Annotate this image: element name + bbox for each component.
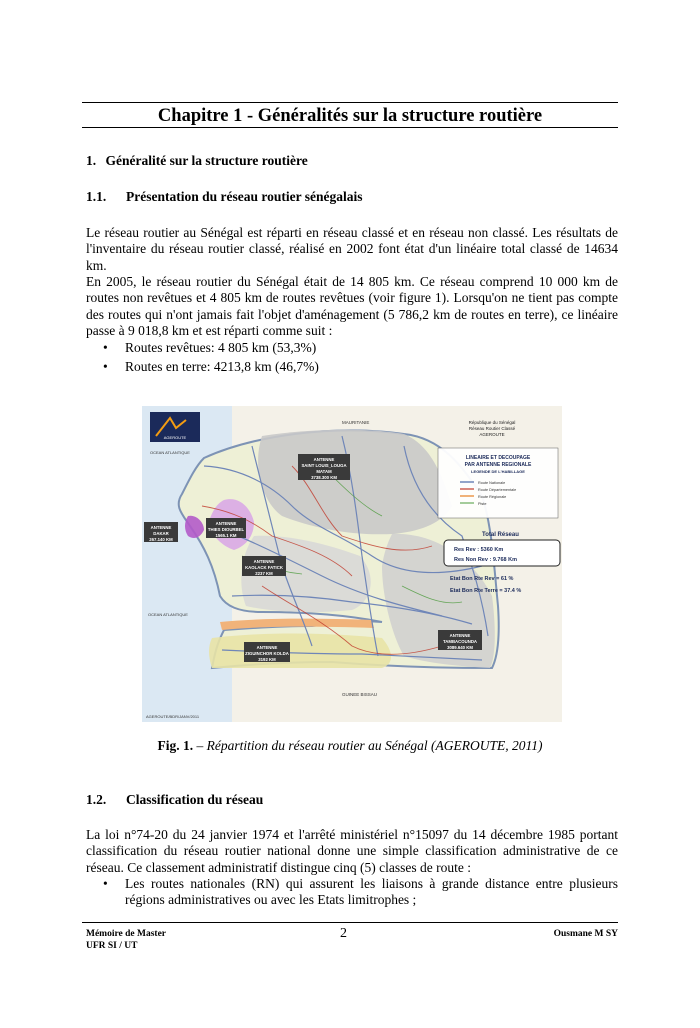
section-1-2-title: Classification du réseau <box>126 792 264 807</box>
svg-text:Route Nationale: Route Nationale <box>478 481 506 485</box>
footer-author: Ousmane M SY <box>553 929 618 939</box>
svg-text:KAOLACK FATICK: KAOLACK FATICK <box>245 565 283 570</box>
section-1-heading <box>86 153 308 169</box>
svg-text:PAR ANTENNE REGIONALE: PAR ANTENNE REGIONALE <box>464 462 532 468</box>
svg-text:AGEROUTE: AGEROUTE <box>479 432 505 437</box>
svg-text:THIES DIOURBEL: THIES DIOURBEL <box>207 527 245 532</box>
svg-text:2237 KM: 2237 KM <box>255 571 273 576</box>
svg-text:3192 KM: 3192 KM <box>258 657 276 662</box>
footer-left-line-2: UFR SI / UT <box>86 941 138 951</box>
section-1-2-number: 1.2. <box>86 792 107 807</box>
section-1-1-title: Présentation du réseau routier sénégalais <box>126 189 363 204</box>
svg-text:ANTENNE: ANTENNE <box>253 559 275 564</box>
list-item: • Routes en terre: 4213,8 km (46,7%) <box>103 359 319 374</box>
svg-text:Piste: Piste <box>478 502 487 506</box>
svg-text:Etat Bon Rte Rev = 61 %: Etat Bon Rte Rev = 61 % <box>450 576 514 582</box>
svg-text:3089.640 KM: 3089.640 KM <box>447 645 473 650</box>
footer-rule <box>82 922 618 923</box>
section-1-1-heading <box>86 189 362 205</box>
footer-left-line-1: Mémoire de Master <box>86 929 167 939</box>
svg-text:SAINT LOUIS_LOUGA: SAINT LOUIS_LOUGA <box>301 463 347 468</box>
svg-text:ANTENNE: ANTENNE <box>150 525 172 530</box>
svg-text:ANTENNE: ANTENNE <box>449 633 471 638</box>
map-credit: AGEROUTE/BDR/JANV/2011 <box>146 714 200 719</box>
figure-caption <box>82 738 618 754</box>
paragraph-2: En 2005, le réseau routier du Sénégal était de 14 805 km. Ce réseau comprend 10 000 km de routes non revêtues et 4 805 km de routes revêtues (voir figure 1). Lorsqu'on ne tient pas compte des routes qui n'ont jamais fait l'objet d'aménagement (5 786,2 km de routes en terre), ce linéaire passe à 9 018,8 km et est réparti comme suit : <box>86 274 618 338</box>
guinee-bissau-label: GUINEE BISSAU <box>342 692 378 697</box>
total-network-title: Total Réseau <box>482 532 519 538</box>
title-underline <box>82 127 618 128</box>
section-1-number: 1. <box>86 153 97 168</box>
svg-text:ANTENNE: ANTENNE <box>313 457 335 462</box>
svg-text:ZIGUINCHOR KOLDA: ZIGUINCHOR KOLDA <box>245 651 289 656</box>
svg-text:DAKAR: DAKAR <box>153 531 169 536</box>
svg-text:Route Régionale: Route Régionale <box>478 495 507 499</box>
caption-label: Fig. 1. <box>157 738 194 753</box>
svg-text:1565.1 KM: 1565.1 KM <box>215 533 237 538</box>
svg-text:ANTENNE: ANTENNE <box>256 645 278 650</box>
list-item: • Routes revêtues: 4 805 km (53,3%) <box>103 340 317 355</box>
bullet-list-2 <box>103 876 618 909</box>
svg-text:Route Départementale: Route Départementale <box>478 488 517 492</box>
section-1-title: Généralité sur la structure routière <box>105 153 308 168</box>
paragraph-3: La loi n°74-20 du 24 janvier 1974 et l'arrêté ministériel n°15097 du 14 décembre 1985 portant classification du réseau routier national donne une simple classification administrative de ce réseau. Ce classement administratif distingue cinq (5) classes de route : <box>86 827 618 875</box>
bullet-symbol: • <box>103 359 108 374</box>
svg-text:267.140 KM: 267.140 KM <box>149 537 173 542</box>
section-1-2-heading <box>86 792 263 808</box>
svg-text:Res Rev : 5360 Km: Res Rev : 5360 Km <box>454 547 504 553</box>
bullet-symbol: • <box>103 340 108 355</box>
svg-text:AGEROUTE: AGEROUTE <box>163 435 187 440</box>
svg-text:LEGENDE DE L'HABILLAGE: LEGENDE DE L'HABILLAGE <box>471 469 525 474</box>
bullet-list-1 <box>103 338 319 376</box>
svg-text:3738.300 KM: 3738.300 KM <box>311 475 337 480</box>
bullet-symbol: • <box>103 876 108 891</box>
chapter-title: Chapitre 1 - Généralités sur la structure routière <box>157 106 543 126</box>
top-rule <box>82 102 618 103</box>
paragraph-1: Le réseau routier au Sénégal est réparti en réseau classé et en réseau non classé. Les résultats de l'inventaire du réseau routier classé, réalisé en 2002 font état d'un linéaire total classé de 14634 km. <box>86 225 618 273</box>
svg-text:LINEAIRE ET DECOUPAGE: LINEAIRE ET DECOUPAGE <box>465 455 531 461</box>
svg-text:Res Non Rev : 9.768 Km: Res Non Rev : 9.768 Km <box>454 557 517 563</box>
svg-text:MATAM: MATAM <box>316 469 332 474</box>
svg-text:TAMBACOUNDA: TAMBACOUNDA <box>442 639 478 644</box>
ocean-label-2: OCEAN ATLANTIQUE <box>148 612 188 617</box>
road-network-map <box>142 406 562 722</box>
list-item: • Les routes nationales (RN) qui assurent les liaisons à grande distance entre plusieurs régions administratives ou avec les Etats limitrophes ; <box>103 876 618 908</box>
svg-text:République du Sénégal: République du Sénégal <box>468 420 516 425</box>
section-1-1-number: 1.1. <box>86 189 107 204</box>
caption-text: – Répartition du réseau routier au Sénégal (AGEROUTE, 2011) <box>193 738 543 753</box>
page-number: 2 <box>340 926 347 941</box>
svg-text:ANTENNE: ANTENNE <box>215 521 237 526</box>
mauritanie-label: MAURITANIE <box>342 420 370 425</box>
svg-text:Réseau Routier Classé: Réseau Routier Classé <box>468 426 516 431</box>
svg-text:Etat Bon Rte Terre = 37.4 %: Etat Bon Rte Terre = 37.4 % <box>450 588 522 594</box>
map-header <box>469 420 516 437</box>
ocean-label-1: OCEAN ATLANTIQUE <box>150 450 190 455</box>
